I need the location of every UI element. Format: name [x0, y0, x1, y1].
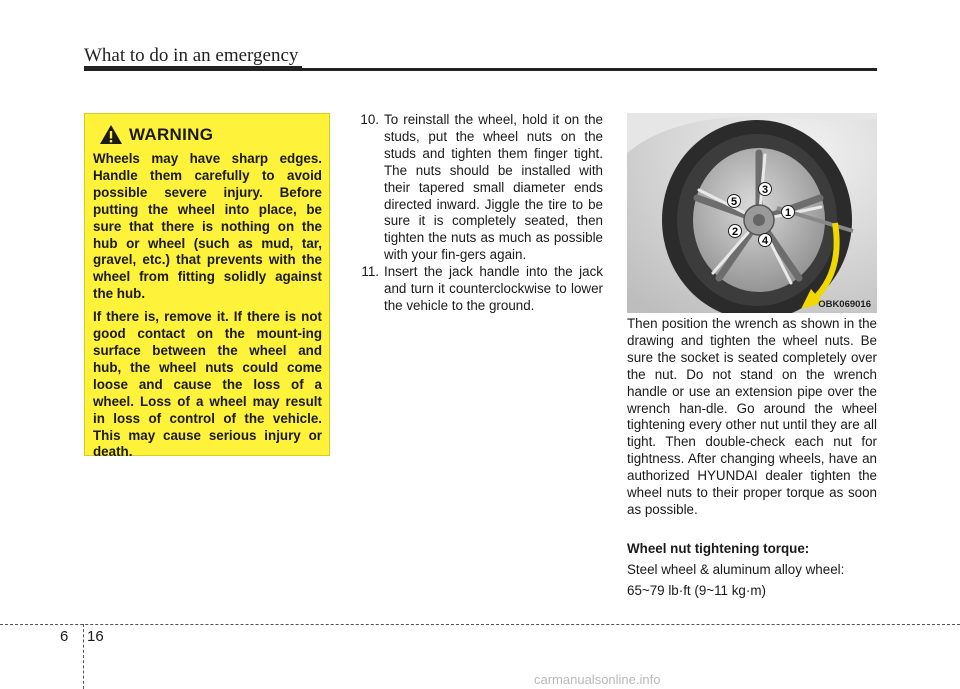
step-text: To reinstall the wheel, hold it on the studs, put the wheel nuts on the studs and tighten them finger tight. The nuts should be installed with their tapered small diameter ends directed inward. Jiggle the tire to be sure it is completely seated, then tighten the nuts as much as possible with your fin-gers again.	[384, 112, 603, 263]
step-item	[353, 264, 603, 315]
watermark: carmanualsonline.info	[534, 672, 661, 687]
warning-title: WARNING	[129, 124, 214, 144]
nut-label-3: 3	[761, 184, 769, 196]
step-item	[353, 112, 603, 264]
figure-caption: OBK069016	[818, 299, 871, 310]
page-number: 16	[87, 628, 104, 645]
warning-paragraph-1: Wheels may have sharp edges. Handle them carefully to avoid possible severe injury. Before putting the wheel into place, be sure that there is nothing on the hub or wheel (such as mud, tar, gravel, etc.) that prevents with the wheel from fitting solidly against the hub.	[93, 151, 322, 302]
page-header-title: What to do in an emergency	[84, 45, 299, 66]
nut-label-5: 5	[730, 196, 738, 208]
step-text: Insert the jack handle into the jack and turn it counterclockwise to lower the vehicle to the ground.	[384, 264, 603, 313]
step-number: 11.	[361, 264, 379, 280]
warning-paragraph-2: If there is, remove it. If there is not good contact on the mount-ing surface between the wheel and hub, the wheel nuts could come loose and cause the loss of a wheel. Loss of a wheel may result in loss of control of the vehicle. This may cause serious injury or death.	[93, 309, 322, 460]
nut-label-1: 1	[784, 207, 792, 219]
warning-box	[84, 113, 330, 460]
wheel-drawing	[627, 113, 877, 313]
wheel-illustration	[627, 113, 877, 313]
warning-header	[99, 124, 322, 145]
footer-rule	[0, 624, 960, 625]
nut-label-2: 2	[731, 226, 739, 238]
torque-value: 65~79 lb·ft (9~11 kg·m)	[627, 582, 766, 598]
step-number: 10.	[360, 112, 379, 127]
torque-subheading: Steel wheel & aluminum alloy wheel:	[627, 561, 845, 577]
steps-list	[353, 112, 603, 315]
warning-triangle-icon	[99, 124, 123, 145]
nut-label-4: 4	[761, 235, 769, 247]
torque-heading: Wheel nut tightening torque:	[627, 540, 810, 556]
page-section-number: 6	[60, 628, 69, 645]
right-column	[627, 316, 877, 604]
header-rule-accent	[84, 66, 302, 71]
instructions-paragraph: Then position the wrench as shown in the drawing and tighten the wheel nuts. Be sure the socket is seated completely over the nut. Do not stand on the wrench handle or use an extension pipe over the wrench han-dle. Go around the wheel tightening every other nut until they are all tight. Then double-check each nut for tightness. After changing wheels, have an authorized HYUNDAI dealer tighten the wheel nuts to their proper torque as soon as possible.	[627, 316, 877, 517]
footer-vertical-rule	[83, 624, 84, 689]
